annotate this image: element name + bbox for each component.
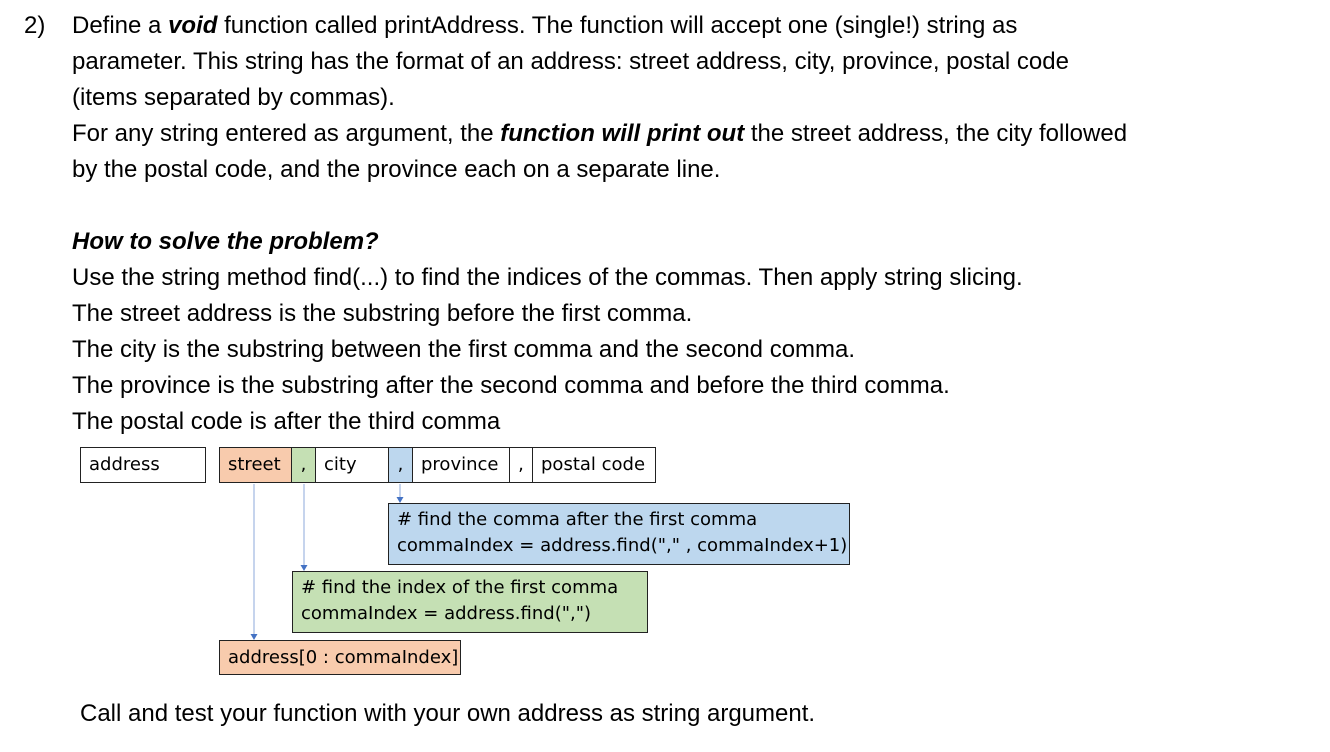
segment-city: city [315,447,389,483]
howto-heading: How to solve the problem? [72,228,379,255]
segment-third-comma: , [509,447,533,483]
code-line-first-comma: commaIndex = address.find(",") [301,603,592,624]
segment-second-comma: , [388,447,413,483]
slice-box: address[0 : commaIndex] [219,640,461,675]
code-line-second-comma: commaIndex = address.find("," , commaIndex+1) [397,535,848,556]
problem-line-3: (items separated by commas). [72,84,395,111]
address-variable-box: address [80,447,206,483]
problem-line-1: Define a void function called printAddress. The function will accept one (single!) string as [72,12,1018,39]
void-keyword: void [168,12,218,39]
howto-line-3: The city is the substring between the first comma and the second comma. [72,336,856,363]
code-box-first-comma [292,571,648,633]
code-comment-first-comma: # find the index of the first comma [301,577,619,598]
segment-province: province [412,447,510,483]
howto-line-4: The province is the substring after the second comma and before the third comma. [72,372,950,399]
segment-street: street [219,447,292,483]
problem-line-5: by the postal code, and the province each on a separate line. [72,156,721,183]
problem-number: 2) [24,12,46,39]
segment-postal-code: postal code [532,447,656,483]
howto-line-5: The postal code is after the third comma [72,408,501,435]
howto-line-1: Use the string method find(...) to find the indices of the commas. Then apply string slicing. [72,264,1023,291]
print-emphasis: function will print out [500,120,745,147]
problem-line-2: parameter. This string has the format of an address: street address, city, province, postal code [72,48,1069,75]
howto-line-2: The street address is the substring before the first comma. [72,300,693,327]
code-comment-second-comma: # find the comma after the first comma [397,509,758,530]
segment-first-comma: , [291,447,316,483]
code-box-second-comma [388,503,850,565]
footer-instruction: Call and test your function with your own address as string argument. [80,700,816,727]
problem-line-4: For any string entered as argument, the function will print out the street address, the city followed [72,120,1128,147]
